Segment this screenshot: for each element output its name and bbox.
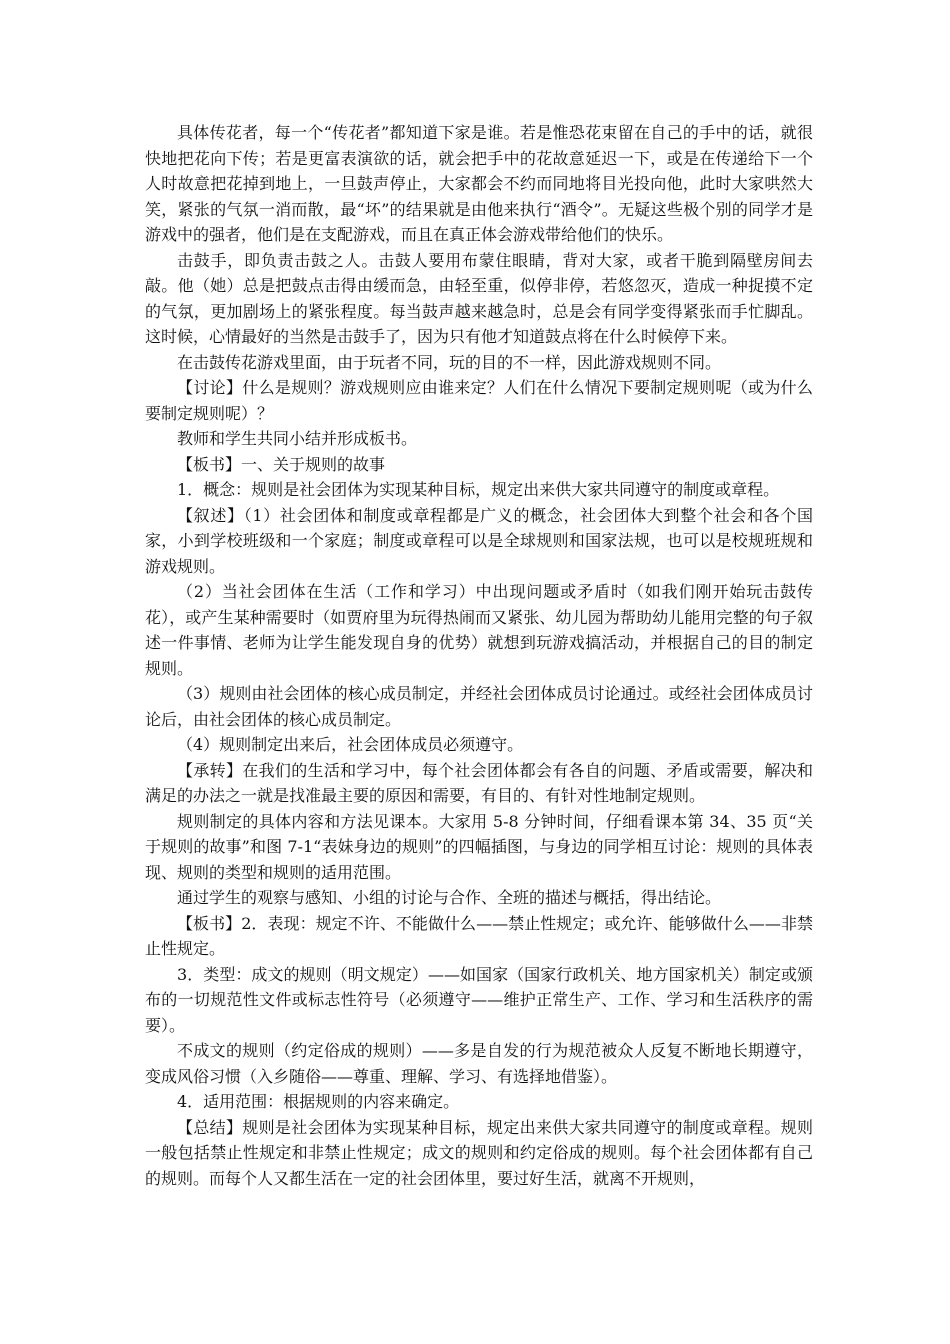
paragraph-summary-note: 教师和学生共同小结并形成板书。 bbox=[177, 429, 418, 448]
paragraph-transition: 【承转】在我们的生活和学习中，每个社会团体都会有各自的问题、矛盾或需要，解决和满足的办法之一就是找准最主要的原因和需要，有目的、有针对性地制定规则。 bbox=[145, 760, 813, 805]
paragraph-types-unwritten: 不成文的规则（约定俗成的规则）——多是自发的行为规范被众人反复不断地长期遵守，变成风俗习惯（入乡随俗——尊重、理解、学习、有选择地借鉴）。 bbox=[145, 1041, 813, 1086]
paragraph-narration-4: （4）规则制定出来后，社会团体成员必须遵守。 bbox=[177, 735, 524, 754]
paragraph-board-heading: 【板书】一、关于规则的故事 bbox=[177, 454, 386, 474]
paragraph-rules-differ: 在击鼓传花游戏里面，由于玩者不同，玩的目的不一样，因此游戏规则不同。 bbox=[177, 352, 722, 372]
paragraph-flower-passer: 具体传花者，每一个“传花者”都知道下家是谁。若是惟恐花束留在自己的手中的话，就很快地把花向下传；若是更富表演欲的话，就会把手中的花故意延迟一下，或是在传递给下一个人时故意把花掉到地上，一旦鼓声停止，大家都会不约而同地将目光投向他，此时大家哄然大笑，紧张的气氛一消而散，最“坏”的结果就是由他来执行“酒令”。无疑这些极个别的同学才是游戏中的强者，他们是在支配游戏，而且在真正体会游戏带给他们的快乐。 bbox=[145, 123, 813, 244]
paragraph-summary: 【总结】规则是社会团体为实现某种目标，规定出来供大家共同遵守的制度或章程。规则一般包括禁止性规定和非禁止性规定；成文的规则和约定俗成的规则。每个社会团体都有自己的规则。而每个人又都生活在一定的社会团体里，要过好生活，就离不开规则， bbox=[145, 1117, 813, 1188]
paragraph-discussion: 【讨论】什么是规则？游戏规则应由谁来定？人们在什么情况下要制定规则呢（或为什么要制定规则呢）？ bbox=[145, 378, 813, 423]
paragraph-narration-2: （2）当社会团体在生活（工作和学习）中出现问题或矛盾时（如我们刚开始玩击鼓传花），或产生某种需要时（如贾府里为玩得热闹而又紧张、幼儿园为帮助幼儿能用完整的句子叙述一件事情、老师为让学生能发现自身的优势）就想到玩游戏搞活动，并根据自己的目的制定规则。 bbox=[145, 582, 813, 678]
paragraph-conclusion-method: 通过学生的观察与感知、小组的讨论与合作、全班的描述与概括，得出结论。 bbox=[177, 888, 722, 907]
paragraph-drummer: 击鼓手，即负责击鼓之人。击鼓人要用布蒙住眼睛，背对大家，或者干脆到隔壁房间去敲。他（她）总是把鼓点击得由缓而急，由轻至重，似停非停，若悠忽灭，造成一种捉摸不定的气氛，更加剧场上的紧张程度。每当鼓声越来越急时，总是会有同学变得紧张而手忙脚乱。这时候，心情最好的当然是击鼓手了，因为只有他才知道鼓点将在什么时候停下来。 bbox=[145, 250, 813, 346]
paragraph-types-written: 3．类型：成文的规则（明文规定）——如国家（国家行政机关、地方国家机关）制定或颁布的一切规范性文件或标志性符号（必须遵守——维护正常生产、工作、学习和生活秩序的需要）。 bbox=[145, 964, 813, 1035]
paragraph-narration-1: 【叙述】（1）社会团体和制度或章程都是广义的概念，社会团体大到整个社会和各个国家，小到学校班级和一个家庭；制度或章程可以是全球规则和国家法规，也可以是校规班规和游戏规则。 bbox=[145, 505, 813, 576]
paragraph-narration-3: （3）规则由社会团体的核心成员制定，并经社会团体成员讨论通过。或经社会团体成员讨论后，由社会团体的核心成员制定。 bbox=[145, 684, 813, 729]
document-body bbox=[145, 120, 813, 1191]
paragraph-scope: 4．适用范围：根据规则的内容来确定。 bbox=[177, 1092, 460, 1111]
paragraph-board-expression: 【板书】2．表现：规定不许、不能做什么——禁止性规定；或允许、能够做什么——非禁止性规定。 bbox=[145, 913, 813, 958]
paragraph-concept: 1．概念：规则是社会团体为实现某种目标，规定出来供大家共同遵守的制度或章程。 bbox=[177, 480, 780, 499]
paragraph-textbook-task: 规则制定的具体内容和方法见课本。大家用 5-8 分钟时间，仔细看课本第 34、35 页“关于规则的故事”和图 7-1“表妹身边的规则”的四幅插图，与身边的同学相互讨论：规则的具体表现、规则的类型和规则的适用范围。 bbox=[145, 811, 813, 882]
